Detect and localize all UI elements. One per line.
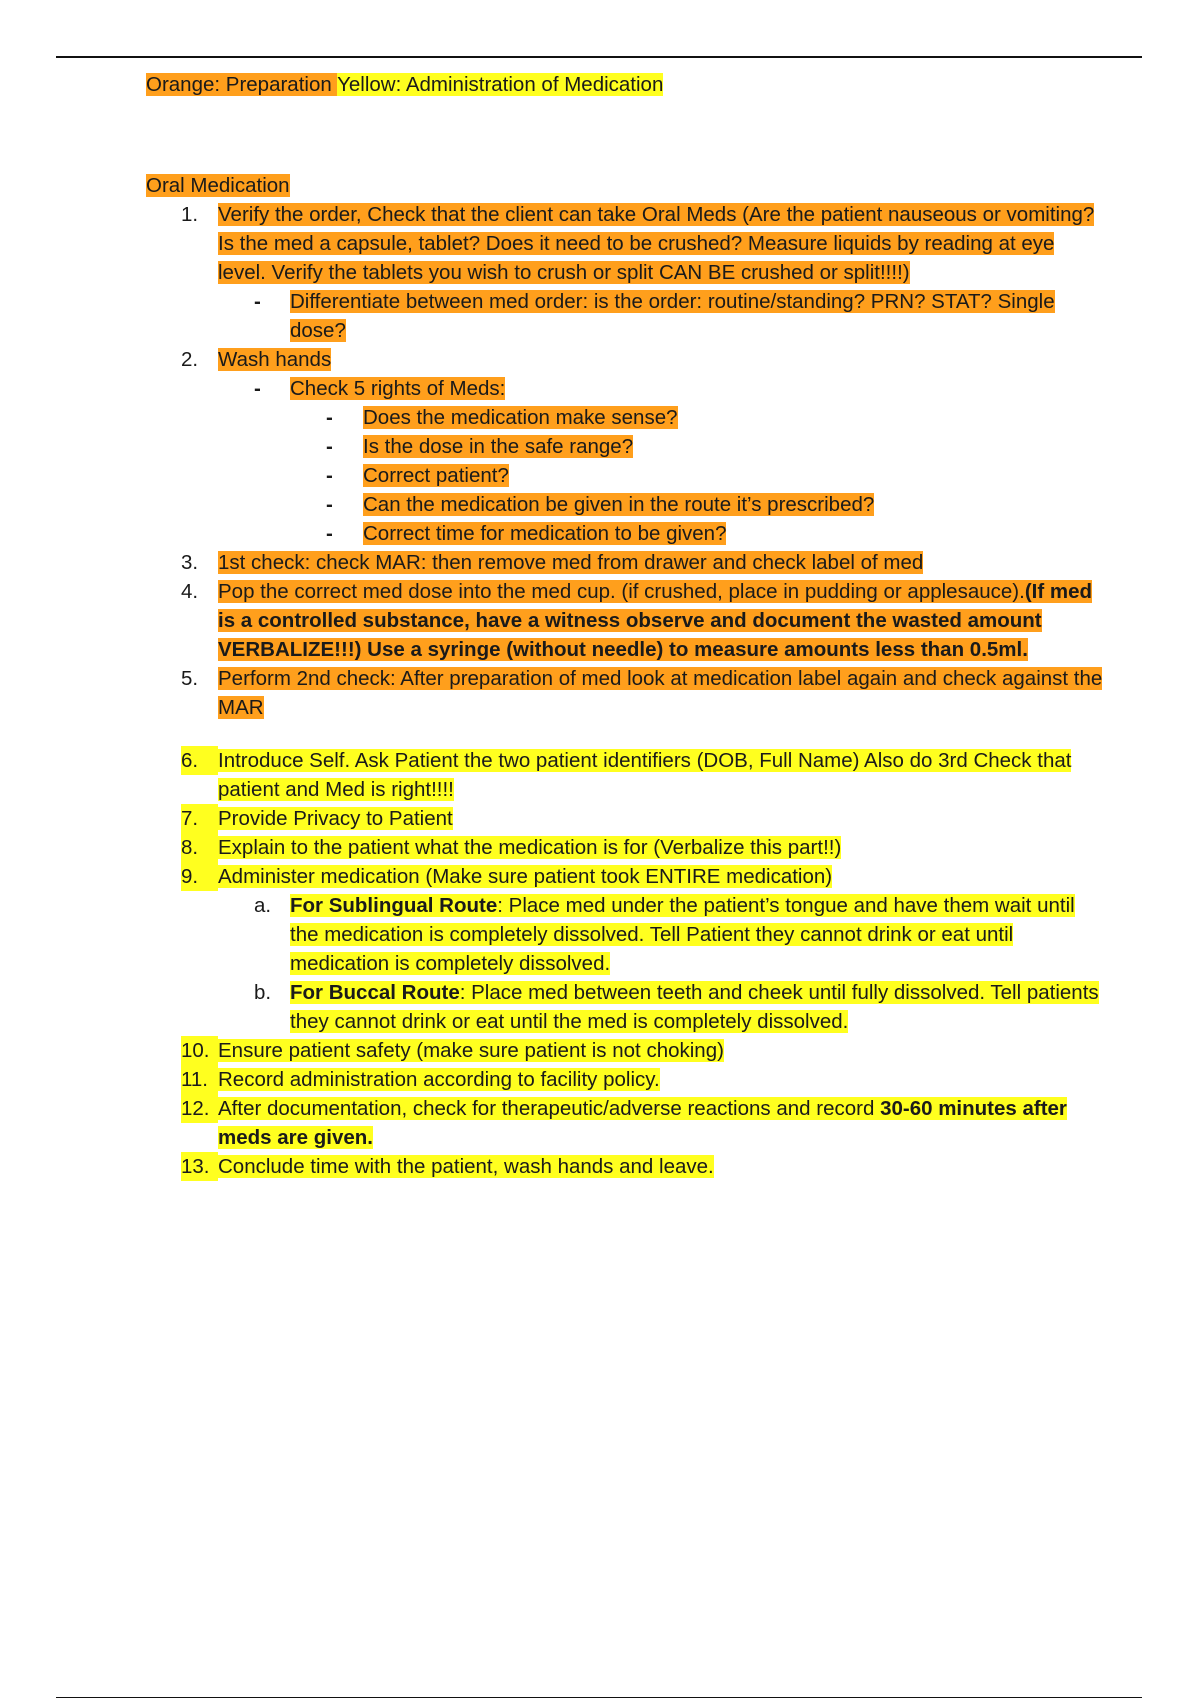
right-item: - Correct patient? [326,464,509,487]
step-2: 2. Wash hands [181,348,332,371]
step-11: 11. Record administration according to facility policy. [146,1065,1106,1094]
step-1-subitem: - Differentiate between med order: is the order: routine/standing? PRN? STAT? Single dose? [254,290,1055,342]
top-rule [56,56,1142,58]
step-4: 4. Pop the correct med dose into the med cup. (if crushed, place in pudding or applesauce).(If med is a controlled substance, have a witness observe and document the wasted amount VERBALIZE!!!) Use a syringe (without needle) to measure amounts less than 0.5ml. [181,580,1093,661]
step-8: 8. Explain to the patient what the medication is for (Verbalize this part!!) [146,833,1106,862]
document-body [146,70,1106,1181]
legend-yellow: Yellow: Administration of Medication [337,73,664,96]
step-2-subitem: - Check 5 rights of Meds: [254,377,506,400]
step-3: 3. 1st check: check MAR: then remove med from drawer and check label of med [181,551,924,574]
section-title: Oral Medication [146,174,290,197]
right-item: - Correct time for medication to be given? [326,522,727,545]
step-6: 6. Introduce Self. Ask Patient the two patient identifiers (DOB, Full Name) Also do 3rd Check that patient and Med is right!!!! [146,746,1106,804]
color-legend [146,70,1106,99]
step-7: 7. Provide Privacy to Patient [146,804,1106,833]
step-9b: b. For Buccal Route: Place med between teeth and cheek until fully dissolved. Tell patients they cannot drink or eat until the med is completely dissolved. [254,981,1099,1033]
right-item: - Is the dose in the safe range? [326,435,634,458]
step-13: 13. Conclude time with the patient, wash hands and leave. [146,1152,1106,1181]
right-item: - Can the medication be given in the route it’s prescribed? [326,493,875,516]
bottom-rule [56,1697,1142,1698]
legend-orange: Orange: Preparation [146,73,338,96]
step-1: 1. Verify the order, Check that the client can take Oral Meds (Are the patient nauseous or vomiting? Is the med a capsule, tablet? Does it need to be crushed? Measure liquids by reading at eye level. Verify the tablets you wish to crush or split CAN BE crushed or split!!!!) [181,203,1095,284]
right-item: - Does the medication make sense? [326,406,678,429]
step-9a: a. For Sublingual Route: Place med under the patient’s tongue and have them wait until the medication is completely dissolved. Tell Patient they cannot drink or eat until medication is completely dissolved. [254,894,1075,975]
step-9: 9. Administer medication (Make sure patient took ENTIRE medication) [146,862,1106,891]
step-12: 12. After documentation, check for therapeutic/adverse reactions and record 30-60 minutes after meds are given. [146,1094,1106,1152]
step-10: 10. Ensure patient safety (make sure patient is not choking) [146,1036,1106,1065]
spacer [146,722,1106,746]
step-5: 5. Perform 2nd check: After preparation of med look at medication label again and check against the MAR [181,667,1103,719]
